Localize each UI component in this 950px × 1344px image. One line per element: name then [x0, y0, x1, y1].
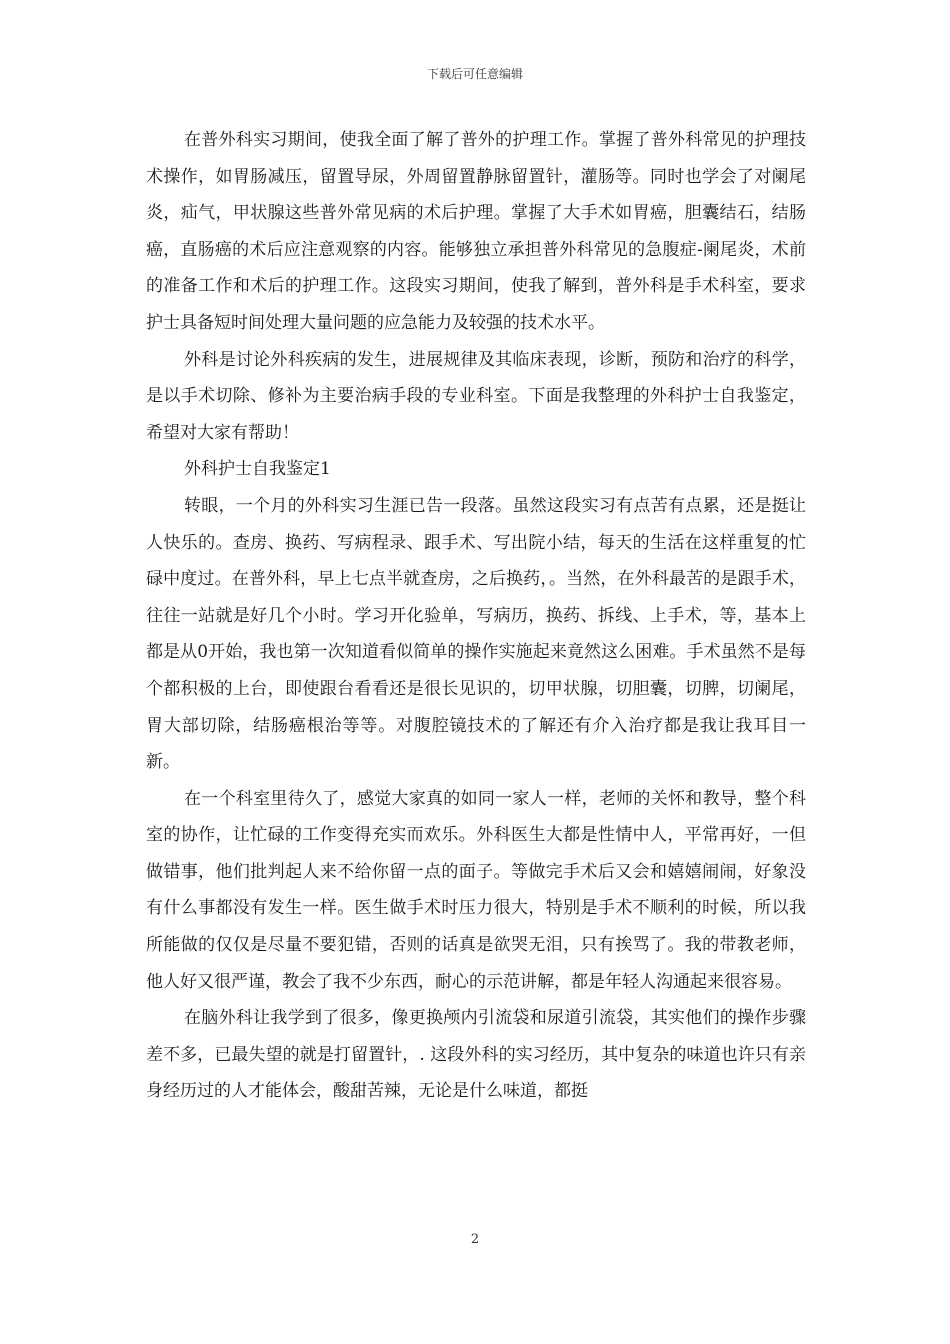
paragraph-4: 在一个科室里待久了，感觉大家真的如同一家人一样，老师的关怀和教导，整个科室的协作，让忙碌的工作变得充实而欢乐。外科医生大都是性情中人，平常再好，一但做错事，他们批判起人来不给你留一点的面子。等做完手术后又会和嬉嬉闹闹，好象没有什么事都没有发生一样。医生做手术时压力很大，特别是手术不顺利的时候，所以我所能做的仅仅是尽量不要犯错，否则的话真是欲哭无泪，只有挨骂了。我的带教老师，他人好又很严谨，教会了我不少东西，耐心的示范讲解，都是年轻人沟通起来很容易。	[146, 788, 806, 992]
page-number: 2	[470, 1232, 480, 1247]
page-header: 下载后可任意编辑	[426, 67, 523, 81]
paragraph-5: 在脑外科让我学到了很多，像更换颅内引流袋和尿道引流袋，其实他们的操作步骤差不多，已最失望的就是打留置针，. 这段外科的实习经历，其中复杂的味道也许只有亲身经历过的人才能体会，酸甜苦辣，无论是什么味道，都挺	[146, 1008, 806, 1102]
document-body	[146, 122, 806, 1110]
paragraph-1: 在普外科实习期间，使我全面了解了普外的护理工作。掌握了普外科常见的护理技术操作，如胃肠减压，留置导尿，外周留置静脉留置针，灌肠等。同时也学会了对阑尾炎，疝气，甲状腺这些普外常见病的术后护理。掌握了大手术如胃癌，胆囊结石，结肠癌，直肠癌的术后应注意观察的内容。能够独立承担普外科常见的急腹症-阑尾炎，术前的准备工作和术后的护理工作。这段实习期间，使我了解到，普外科是手术科室，要求护士具备短时间处理大量问题的应急能力及较强的技术水平。	[146, 130, 806, 333]
paragraph-3: 转眼，一个月的外科实习生涯已告一段落。虽然这段实习有点苦有点累，还是挺让人快乐的。查房、换药、写病程录、跟手术、写出院小结，每天的生活在这样重复的忙碌中度过。在普外科，早上七点半就查房，之后换药，。当然，在外科最苦的是跟手术，往往一站就是好几个小时。学习开化验单，写病历，换药、拆线、上手术，等，基本上都是从0开始，我也第一次知道看似简单的操作实施起来竟然这么困难。手术虽然不是每个都积极的上台，即使跟台看看还是很长见识的，切甲状腺，切胆囊，切脾，切阑尾，胃大部切除，结肠癌根治等等。对腹腔镜技术的了解还有介入治疗都是我让我耳目一新。	[146, 495, 806, 773]
paragraph-2: 外科是讨论外科疾病的发生，进展规律及其临床表现，诊断，预防和治疗的科学，是以手术切除、修补为主要治病手段的专业科室。下面是我整理的外科护士自我鉴定，希望对大家有帮助！	[146, 349, 806, 443]
section-heading: 外科护士自我鉴定1	[184, 459, 331, 480]
